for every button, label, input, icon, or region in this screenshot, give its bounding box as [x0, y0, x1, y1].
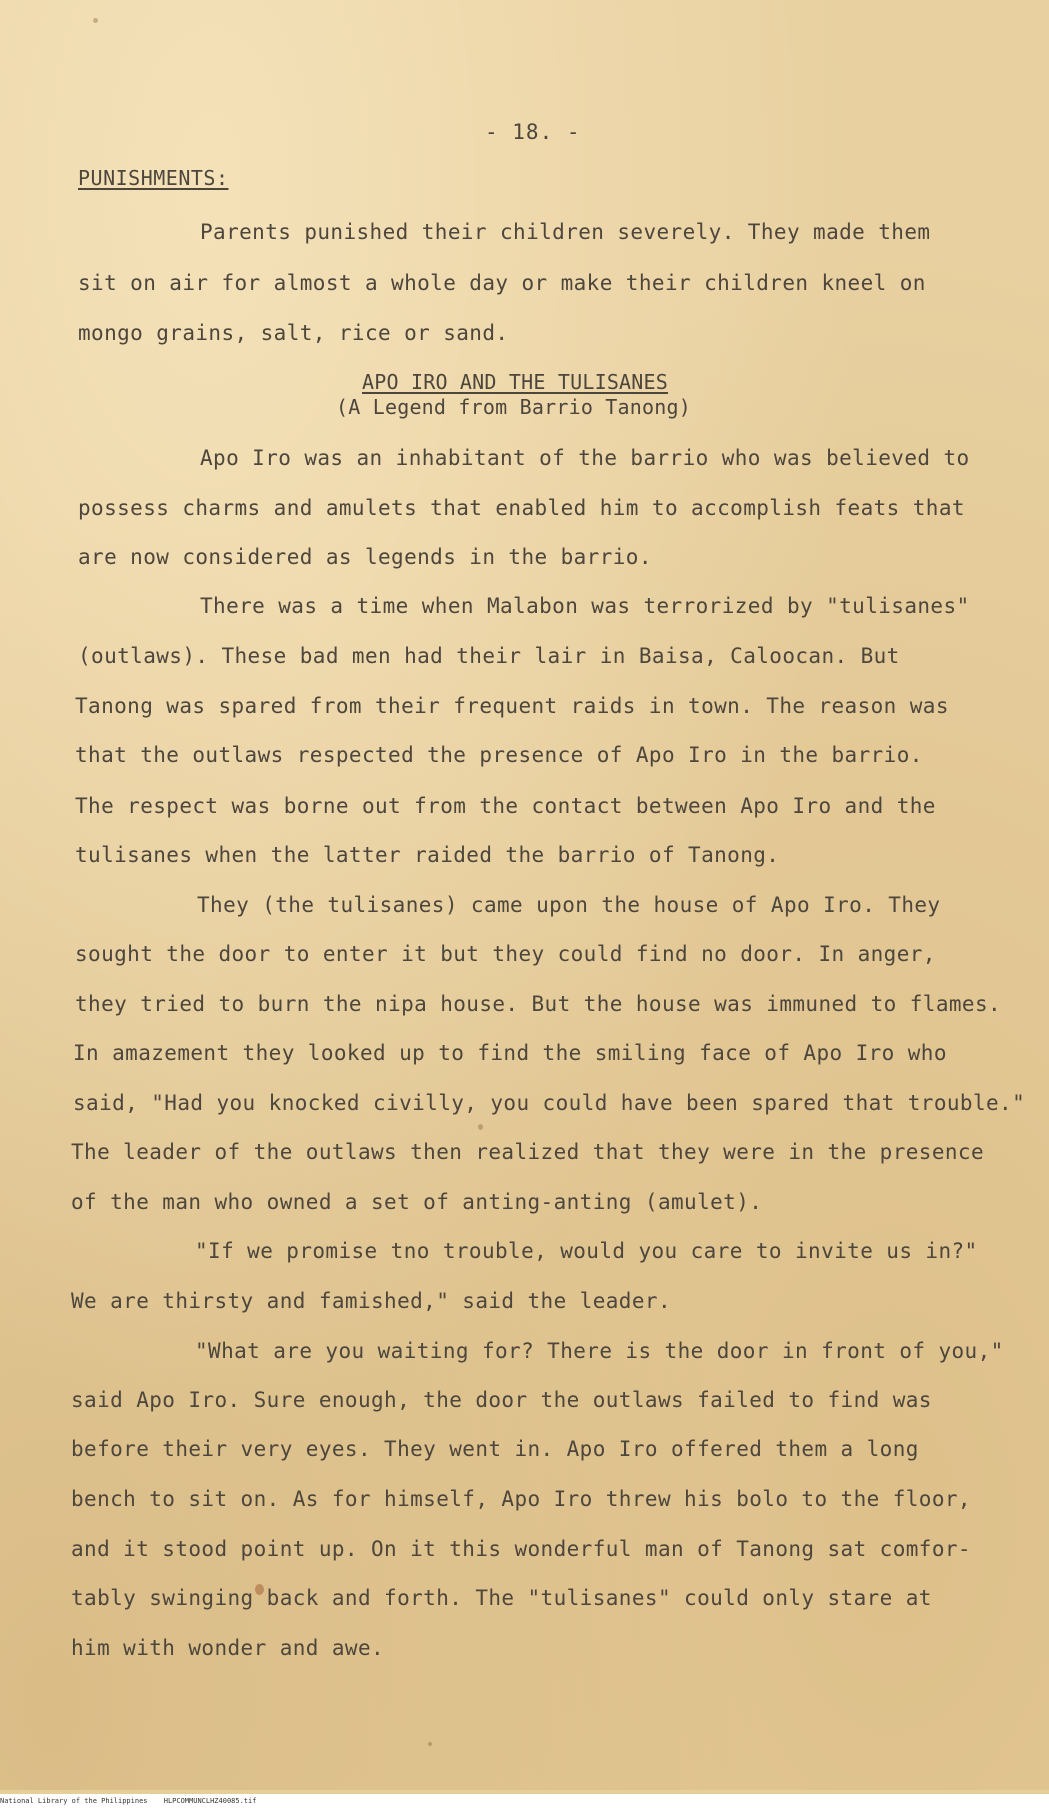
- legend-title: APO IRO AND THE TULISANES: [362, 370, 669, 394]
- text-line: they tried to burn the nipa house. But the house was immuned to flames.: [75, 992, 1002, 1016]
- legend-subtitle: (A Legend from Barrio Tanong): [336, 395, 691, 419]
- text-line: They (the tulisanes) came upon the house of Apo Iro. They: [197, 893, 941, 917]
- text-line: The respect was borne out from the contact between Apo Iro and the: [75, 794, 936, 818]
- text-line: said Apo Iro. Sure enough, the door the outlaws failed to find was: [71, 1388, 932, 1412]
- scan-footer: [0, 1794, 1049, 1808]
- ink-spot: [428, 1742, 432, 1746]
- ink-spot: [93, 18, 98, 23]
- text-line: of the man who owned a set of anting-anting (amulet).: [71, 1190, 763, 1214]
- text-line: In amazement they looked up to find the smiling face of Apo Iro who: [73, 1041, 947, 1065]
- text-line: tably swinging back and forth. The "tulisanes" could only stare at: [71, 1586, 932, 1610]
- text-line: sought the door to enter it but they could find no door. In anger,: [75, 942, 936, 966]
- text-line: tulisanes when the latter raided the barrio of Tanong.: [75, 843, 780, 867]
- footer-library: National Library of the Philippines: [0, 1797, 148, 1805]
- text-line: bench to sit on. As for himself, Apo Iro threw his bolo to the floor,: [71, 1487, 971, 1511]
- text-line: "If we promise tno trouble, would you care to invite us in?": [195, 1239, 978, 1263]
- text-line: "What are you waiting for? There is the door in front of you,": [195, 1339, 1004, 1363]
- text-line: said, "Had you knocked civilly, you could have been spared that trouble.": [73, 1091, 1026, 1115]
- text-line: Apo Iro was an inhabitant of the barrio who was believed to: [200, 446, 970, 470]
- text-line: before their very eyes. They went in. Apo Iro offered them a long: [71, 1437, 919, 1461]
- text-line: Tanong was spared from their frequent raids in town. The reason was: [75, 694, 949, 718]
- text-line: Parents punished their children severely. They made them: [200, 220, 931, 244]
- text-line: him with wonder and awe.: [71, 1636, 385, 1660]
- text-line: sit on air for almost a whole day or make their children kneel on: [78, 271, 926, 295]
- text-line: mongo grains, salt, rice or sand.: [78, 321, 509, 345]
- text-line: that the outlaws respected the presence of Apo Iro in the barrio.: [75, 743, 923, 767]
- text-line: There was a time when Malabon was terrorized by "tulisanes": [200, 594, 970, 618]
- text-line: The leader of the outlaws then realized that they were in the presence: [71, 1140, 985, 1164]
- ink-spot: [478, 1124, 483, 1130]
- footer-file: HLPCOMMUNCLHZ40085.tif: [163, 1797, 257, 1805]
- text-line: We are thirsty and famished," said the leader.: [71, 1289, 671, 1313]
- text-line: and it stood point up. On it this wonderful man of Tanong sat comfor-: [71, 1537, 971, 1561]
- page-number: - 18. -: [485, 120, 581, 144]
- text-line: possess charms and amulets that enabled him to accomplish feats that: [78, 496, 965, 520]
- text-line: are now considered as legends in the barrio.: [78, 545, 652, 569]
- section-heading-punishments: PUNISHMENTS:: [78, 166, 229, 190]
- text-line: (outlaws). These bad men had their lair in Baisa, Caloocan. But: [78, 644, 900, 668]
